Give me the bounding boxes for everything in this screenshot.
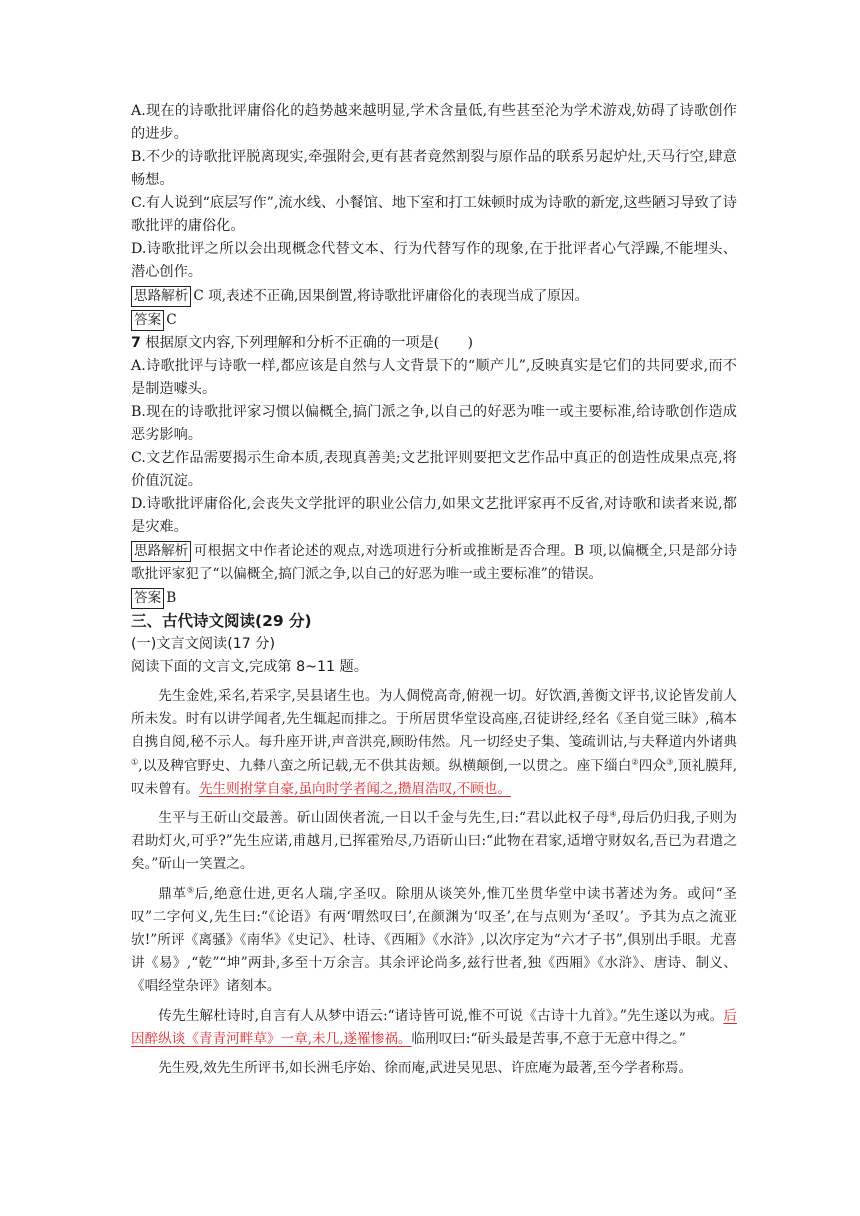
section-title: 三、古代诗文阅读(29 分) [131,612,312,630]
q7-analysis-text: 可根据文中作者论述的观点,对选项进行分析或推断是否合理。B 项,以偏概全,只是部分诗歌批评家犯了“以偏概全,搞门派之争,以自己的好恶为唯一或主要标准”的错误。 [131,543,737,582]
content-column [131,100,737,1080]
q7-stem [131,332,737,355]
q7-options [131,355,737,539]
q7-analysis [131,540,737,586]
q7-option-a: A.诗歌批评与诗歌一样,都应该是自然与人文背景下的“顺产儿”,反映真实是它们的共同要求,而不是制造噱头。 [131,358,737,397]
q6-analysis-text: C 项,表述不正确,因果倒置,将诗歌批评庸俗化的表现当成了原因。 [193,288,589,304]
footnote-marker: ① [131,757,139,767]
q6-answer [131,309,737,332]
passage-paragraph-2 [131,807,737,877]
footnote-marker: ⑤ [186,885,195,895]
q7-option-d: D.诗歌批评庸俗化,会丧失文学批评的职业公信力,如果文艺批评家再不反省,对诗歌和读者来说,都是灾难。 [131,496,737,535]
footnote-marker: ② [631,757,639,767]
q7-answer [131,587,737,610]
passage-text: 先生金姓,采名,若采字,吴县诸生也。为人倜傥高奇,俯视一切。好饮酒,善衡文评书,议论皆发前人所未发。时有以讲学闻者,先生辄起而排之。于所居贯华堂设高座,召徒讲经,经名《圣自觉三昧》,稿本自携自阅,秘不示人。每升座开讲,声音洪亮,顾盼伟然。凡一切经史子集、笺疏训诂,与夫释道内外诸典 [131,688,737,751]
q7-stem-text: 根据原文内容,下列理解和分析不正确的一项是( ) [145,335,474,351]
passage-paragraph-5: 先生殁,效先生所评书,如长洲毛序始、徐而庵,武进吴见思、许庶庵为最著,至今学者称焉。 [158,1060,693,1077]
highlighted-sentence: 先生则拊掌自豪,虽向时学者闻之,攒眉浩叹,不顾也。 [198,780,511,797]
q7-analysis-label: 思路解析 [131,541,191,562]
passage-paragraph-4 [131,1005,737,1051]
passage-text: 生平与王斫山交最善。斫山固侠者流,一日以千金与先生,曰:“君以此权子母 [158,810,610,827]
passage-text: 四众 [638,757,667,774]
q7-answer-label: 答案 [131,588,164,609]
passage-paragraph-3 [131,883,737,999]
passage-text: 传先生解杜诗时,自言有人从梦中语云:“诸诗皆可说,惟不可说《古诗十九首》。”先生遂以为戒。 [158,1007,724,1024]
q7-option-c: C.文艺作品需要揭示生命本质,表现真善美;文艺批评则要把文艺作品中真正的创造性成果点亮,将价值沉淀。 [131,450,737,489]
highlighted-sentence: 后因醉纵谈《青青河畔草》一章,未几,遂罹惨祸。 [131,1007,737,1047]
q6-answer-value: C [166,312,177,328]
q6-option-c: C.有人说到“底层写作”,流水线、小餐馆、地下室和打工妹顿时成为诗歌的新宠,这些陋习导致了诗歌批评的庸俗化。 [131,195,737,234]
q6-option-d: D.诗歌批评之所以会出现概念代替文本、行为代替写作的现象,在于批评者心气浮躁,不能埋头、潜心创作。 [131,241,737,280]
footnote-marker: ④ [609,809,618,819]
q6-option-b: B.不少的诗歌批评脱离现实,牵强附会,更有甚者竟然割裂与原作品的联系另起炉灶,天马行空,肆意畅想。 [131,149,737,188]
q6-answer-label: 答案 [131,310,164,331]
passage-text: 鼎革 [158,885,187,902]
footnote-marker: ③ [666,757,674,767]
q6-option-a: A.现在的诗歌批评庸俗化的趋势越来越明显,学术含量低,有些甚至沦为学术游戏,妨碍了诗歌创作的进步。 [131,103,737,142]
q7-number: 7 [131,335,141,351]
q7-answer-value: B [166,590,177,606]
q7-option-b: B.现在的诗歌批评家习惯以偏概全,搞门派之争,以自己的好恶为唯一或主要标准,给诗歌创作造成恶劣影响。 [131,404,737,443]
passage-text: ,顶礼膜拜,叹未曾有。 [131,757,738,797]
q6-analysis-label: 思路解析 [131,286,191,307]
reading-instruction: 阅读下面的文言文,完成第 8~11 题。 [131,659,368,675]
passage-text: ,母后仍归我,子则为君助灯火,可乎?”先生应诺,甫越月,已挥霍殆尽,乃语斫山曰:“此物在君家,适增守财奴名,吾已为君遣之矣。”斫山一笑置之。 [131,810,737,873]
passage-paragraph-1 [131,685,737,801]
passage-text: 后,绝意仕进,更名人瑞,字圣叹。除朋从谈笑外,惟兀坐贯华堂中读书著述为务。或问“圣叹”二字何义,先生曰:“《论语》有两‘喟然叹曰’,在颜渊为‘叹圣’,在与点则为‘圣叹’。予其为点之流亚欤!”所评《离骚》《南华》《史记》、杜诗、《西厢》《水浒》,以次序定为“六才子书”,俱别出手眼。尤喜讲《易》,“乾”“坤”两卦,多至十万余言。其余评论尚多,兹行世者,独《西厢》《水浒》、唐诗、制义、《唱经堂杂评》诸刻本。 [131,885,738,995]
passage-text: 临刑叹曰:“斫头最是苦事,不意于无意中得之。” [411,1030,686,1047]
passage-text: ,以及稗官野史、九彝八蛮之所记载,无不供其齿颊。纵横颠倒,一以贯之。座下缁白 [138,757,632,774]
subsection-title: (一)文言文阅读(17 分) [131,636,276,652]
q6-analysis [131,285,737,308]
q6-options [131,100,737,284]
